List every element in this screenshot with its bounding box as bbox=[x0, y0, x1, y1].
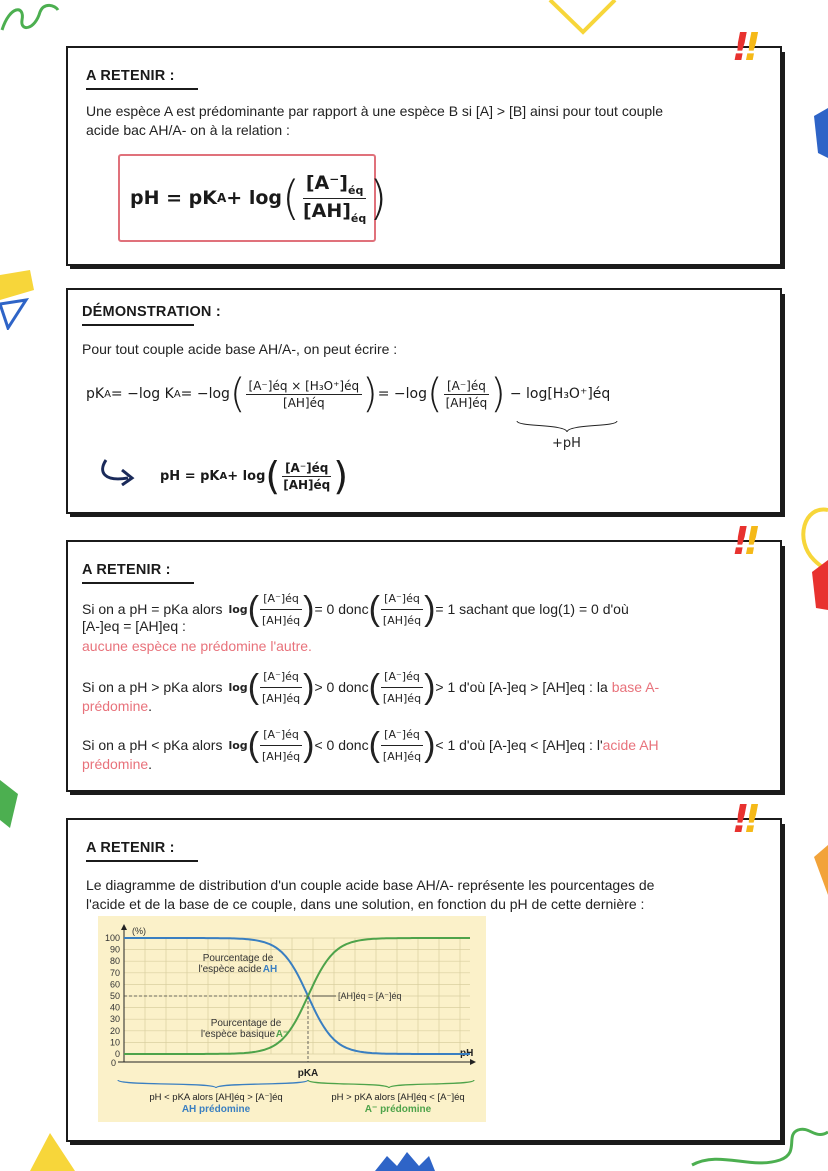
base-label-line1: Pourcentage de bbox=[210, 1018, 282, 1029]
brace-label: +pH bbox=[552, 436, 581, 451]
y-axis-label: (%) bbox=[132, 926, 146, 936]
formula-denominator: [AH] bbox=[302, 199, 351, 222]
eq-den1: [AH]éq bbox=[283, 395, 325, 410]
case3-den2: [AH]éq bbox=[382, 749, 422, 763]
case1-den2: [AH]éq bbox=[382, 613, 422, 627]
case2-den: [AH]éq bbox=[262, 691, 301, 705]
box4-heading: A RETENIR : bbox=[86, 840, 175, 856]
curved-arrow-icon bbox=[98, 458, 142, 486]
y-tick-label: 20 bbox=[109, 1025, 120, 1036]
eq-lhs: pK bbox=[86, 386, 105, 402]
x-axis-label: pH bbox=[460, 1048, 474, 1059]
intersection-label: [AH]éq = [A⁻]éq bbox=[338, 991, 402, 1001]
case2-mid: > 0 donc bbox=[314, 678, 369, 695]
formula-log: + log bbox=[226, 187, 282, 209]
case3-den: [AH]éq bbox=[262, 749, 301, 763]
base-zone-brace bbox=[308, 1080, 474, 1088]
case1-mid: = 0 donc bbox=[314, 600, 369, 617]
green-left-decoration bbox=[0, 780, 20, 830]
result-equation: pH = pK A + log ( $\frac{[A^-]éq}{[AH]éq}$ ) bbox=[160, 454, 349, 498]
case1-line2: [A-]eq = [AH]eq : bbox=[82, 618, 186, 634]
acid-label-line3: AH bbox=[262, 964, 278, 975]
case3-post: < 1 d'où [A-]eq < [AH]eq : l' bbox=[435, 736, 603, 753]
case1-log: log bbox=[228, 602, 248, 616]
result-den: [AH]éq bbox=[283, 477, 331, 492]
y-tick-label: 80 bbox=[109, 956, 120, 967]
result-lhs: pH = pK bbox=[160, 468, 220, 484]
exclamation-icon-1: !! bbox=[732, 25, 755, 69]
case1-num: [A⁻]éq bbox=[260, 589, 302, 610]
box3-heading: A RETENIR : bbox=[82, 562, 171, 578]
formula-lhs: pH = pK bbox=[130, 187, 217, 209]
eq-mid: = −log K bbox=[110, 386, 174, 402]
formula-num-sub: éq bbox=[347, 183, 364, 197]
case1-pre: Si on a pH = pKa alors bbox=[82, 600, 223, 617]
eq-mid2: = −log bbox=[180, 386, 230, 402]
acid-label-line2: l'espèce acide bbox=[198, 964, 262, 975]
case2-red1: base A- bbox=[611, 678, 660, 695]
case2-num: [A⁻]éq bbox=[260, 667, 302, 688]
case2-pre: Si on a pH > pKa alors bbox=[82, 678, 223, 695]
case2-line2 bbox=[82, 697, 152, 716]
box1-heading: A RETENIR : bbox=[86, 68, 175, 84]
demonstration-box bbox=[66, 288, 782, 514]
y-tick-label: 0 bbox=[114, 1049, 120, 1059]
case1-den: [AH]éq bbox=[262, 613, 301, 627]
y-tick-label: 50 bbox=[109, 991, 120, 1001]
y-axis-arrow bbox=[121, 924, 127, 930]
case3-mid: < 0 donc bbox=[314, 736, 369, 753]
eq-num2: [A⁻]éq bbox=[444, 379, 489, 395]
main-formula-box bbox=[118, 154, 388, 242]
right-zone-line2: A⁻ prédomine bbox=[364, 1104, 432, 1115]
eq-mid3: = −log bbox=[377, 386, 427, 402]
pka-label: pKA bbox=[297, 1068, 319, 1079]
y-tick-label: 90 bbox=[109, 944, 120, 955]
left-zone-line2: AH prédomine bbox=[181, 1104, 251, 1115]
bottom-blue-decoration bbox=[375, 1148, 435, 1171]
case2-dot: . bbox=[148, 698, 153, 714]
blue-shape-decoration bbox=[812, 108, 828, 158]
result-log: + log bbox=[227, 468, 266, 484]
yellow-blue-left-decoration bbox=[0, 270, 36, 330]
y-tick-label: 10 bbox=[109, 1037, 120, 1048]
case3-red2: prédomine bbox=[82, 756, 149, 772]
case3-num: [A⁻]éq bbox=[260, 725, 302, 746]
formula-sub-a: A bbox=[216, 191, 227, 205]
orange-right-decoration bbox=[814, 845, 828, 895]
x-origin-label: 0 bbox=[110, 1058, 116, 1068]
x-axis-arrow bbox=[470, 1059, 476, 1065]
acid-zone-brace bbox=[118, 1080, 308, 1088]
case3-row: Si on a pH < pKa alors log ( $\frac{[A^-]éq}{[AH]éq}$ ) < 0 donc ( $\frac{[A^-]éq}{[AH]éq}$ ) < 1 d'où [A-]eq < [AH]eq : l' acide AH bbox=[82, 725, 659, 764]
formula-numerator: [A⁻] bbox=[305, 171, 348, 194]
case2-row: Si on a pH > pKa alors log ( $\frac{[A^-]éq}{[AH]éq}$ ) > 0 donc ( $\frac{[A^-]éq}{[AH]éq}$ ) > 1 d'où [A-]eq > [AH]eq : la base A- bbox=[82, 667, 660, 706]
yellow-ring-right-decoration bbox=[794, 500, 828, 610]
main-formula: pH = pK A + log ( $\frac{[A^-]_{éq}}{[AH]_{éq}}$ ) bbox=[130, 171, 388, 225]
case3-log: log bbox=[228, 738, 248, 752]
case1-row: Si on a pH = pKa alors log ( $\frac{[A^-]éq}{[AH]éq}$ ) = 0 donc ( $\frac{[A^-]éq}{[AH]éq}$ ) = 1 sachant que log(1) = 0 d'où bbox=[82, 589, 629, 628]
underbrace bbox=[516, 420, 618, 434]
distribution-chart-svg bbox=[98, 916, 486, 1122]
formula-fraction bbox=[300, 172, 369, 225]
box1-text-line1: Une espèce A est prédominante par rapport à une espèce B si [A] > [B] ainsi pour tout couple bbox=[86, 103, 664, 119]
result-num: [A⁻]éq bbox=[282, 461, 331, 477]
case1-post: = 1 sachant que log(1) = 0 d'où bbox=[435, 600, 629, 617]
distribution-diagram bbox=[98, 916, 486, 1122]
case3-dot: . bbox=[148, 756, 153, 772]
green-squiggle-decoration bbox=[0, 0, 60, 40]
eq-den2: [AH]éq bbox=[445, 395, 488, 410]
exclamation-icon-3: !! bbox=[732, 797, 755, 841]
case1-red: aucune espèce ne prédomine l'autre. bbox=[82, 638, 312, 654]
case2-post: > 1 d'où [A-]eq > [AH]eq : la bbox=[435, 678, 608, 695]
acid-label-line1: Pourcentage de bbox=[202, 953, 274, 964]
box1-text-line2: acide bac AH/A- on à la relation : bbox=[86, 122, 290, 138]
case1-num2: [A⁻]éq bbox=[381, 589, 423, 610]
base-label-line2: l'espèce basique bbox=[200, 1029, 276, 1040]
formula-den-sub: éq bbox=[350, 211, 367, 225]
box4-text-line1: Le diagramme de distribution d'un couple acide base AH/A- représente les pourcentages de bbox=[86, 877, 655, 893]
yellow-triangle-decoration bbox=[545, 0, 620, 38]
case2-log: log bbox=[228, 680, 248, 694]
retenir-box-1 bbox=[66, 25, 782, 266]
y-tick-label: 60 bbox=[109, 979, 120, 990]
box2-heading: DÉMONSTRATION : bbox=[82, 304, 221, 320]
base-label-line3: A⁻ bbox=[275, 1029, 289, 1040]
left-zone-line1: pH < pKA alors [AH]éq > [A⁻]éq bbox=[149, 1092, 283, 1103]
box4-text-line2: l'acide et de la base de ce couple, dans une solution, en fonction du pH de cette dernière : bbox=[86, 896, 645, 912]
box2-text-line1: Pour tout couple acide base AH/A-, on peut écrire : bbox=[82, 341, 398, 357]
eq-tail: − log[H₃O⁺]éq bbox=[509, 386, 611, 402]
y-tick-label: 40 bbox=[109, 1002, 120, 1013]
right-zone-line1: pH > pKA alors [AH]éq < [A⁻]éq bbox=[331, 1092, 465, 1103]
exclamation-icon-2: !! bbox=[732, 519, 755, 563]
case3-red1: acide AH bbox=[602, 736, 659, 753]
y-tick-label: 70 bbox=[109, 967, 120, 978]
y-tick-label: 100 bbox=[104, 933, 120, 943]
case2-red2: prédomine bbox=[82, 698, 149, 714]
eq-num1: [A⁻]éq × [H₃O⁺]éq bbox=[246, 379, 363, 395]
case3-line2 bbox=[82, 755, 152, 774]
y-tick-label: 30 bbox=[109, 1014, 120, 1025]
retenir-box-2 bbox=[66, 519, 782, 792]
case2-num2: [A⁻]éq bbox=[381, 667, 423, 688]
case3-num2: [A⁻]éq bbox=[381, 725, 423, 746]
demonstration-equation: pK A = −log K A = −log ( $\frac{\text{[A⁻]éq × [H₃O⁺]éq}}{[AH]éq}$ ) = −log ( $\frac{[A^-]éq}{[AH]éq}$ ) − log[H₃O⁺]éq bbox=[86, 371, 611, 417]
case3-pre: Si on a pH < pKa alors bbox=[82, 736, 223, 753]
case2-den2: [AH]éq bbox=[382, 691, 422, 705]
